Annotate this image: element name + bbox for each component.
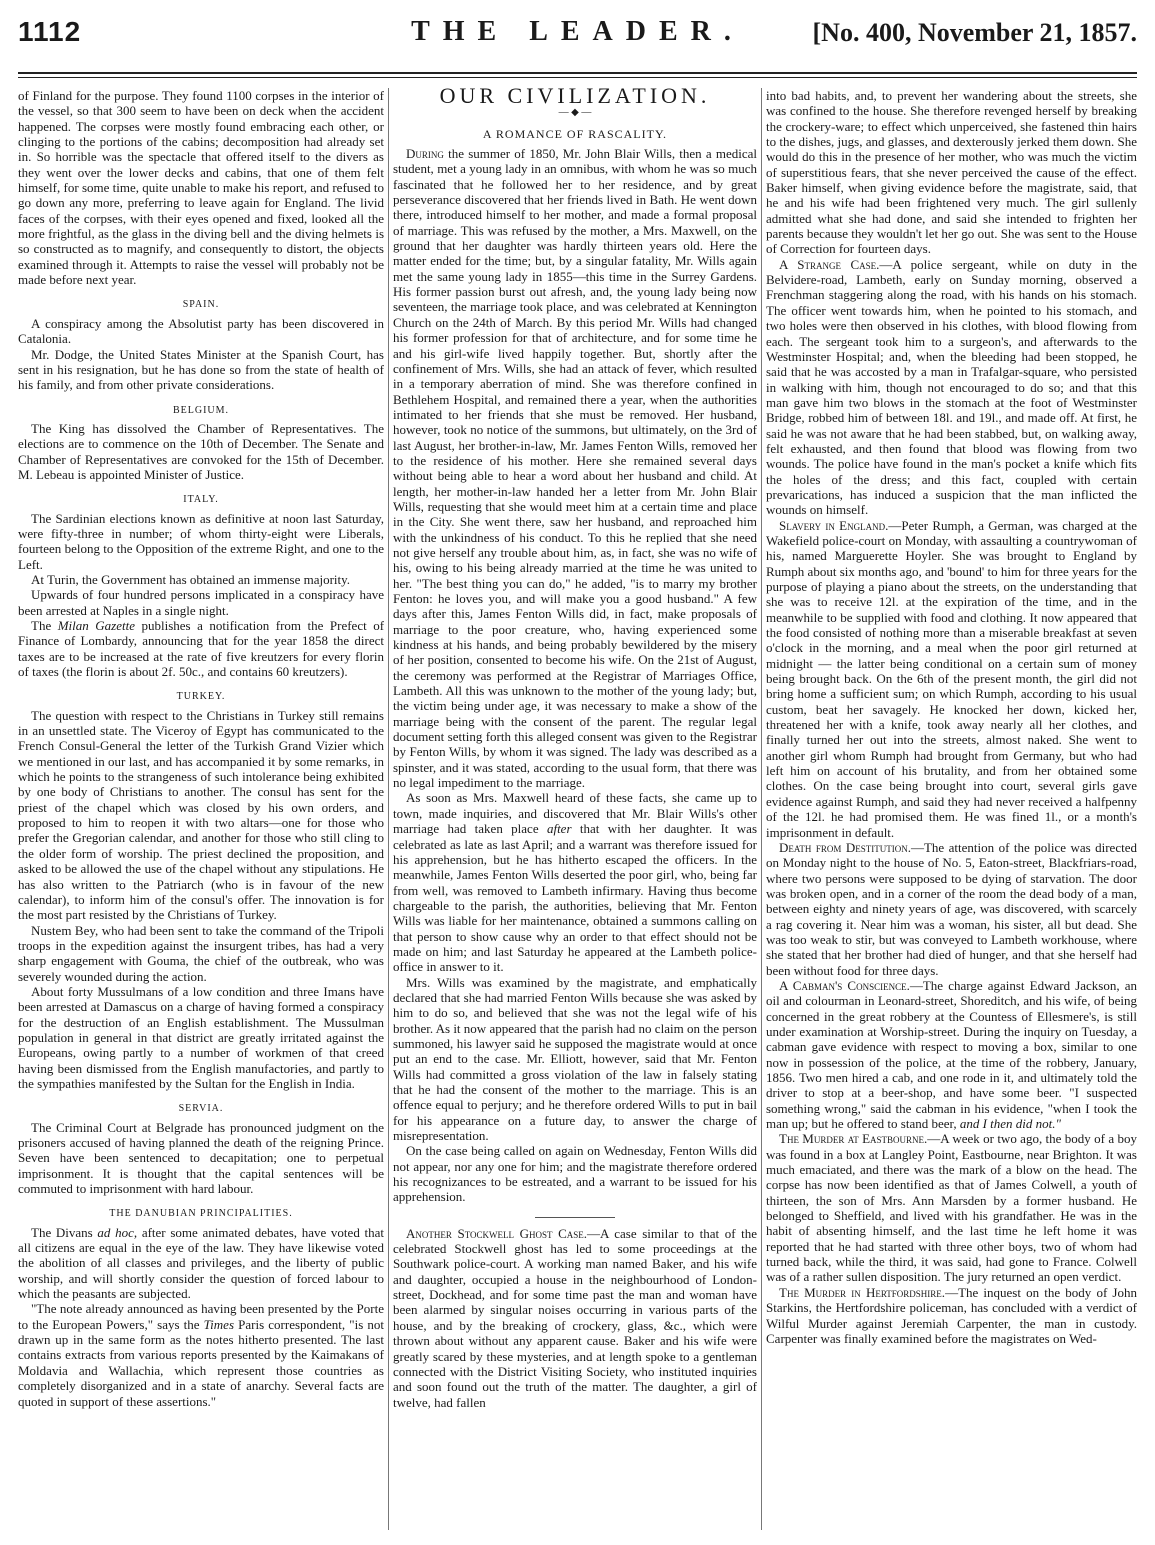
issue-info: [No. 400, November 21, 1857.: [812, 18, 1137, 47]
text-run: —A week or two ago, the body of a boy was found in a box at Langley Point, Eastbourne, near Brighton. It was much emaciated, and there was the mark of a blow on the head. The corpse has now been identified as that of James Colwell, a youth of thirteen, the son of Mrs. Ann Marsden by a former husband. He belonged to Sheffield, and lived with his grandfather. He was in the habit of absenting himself, and the last time he left home it was reported that he had started with three other boys, two of whom had turned back, while the third, it was said, had gone to France. Colwell was of a rather sullen disposition. The jury returned an open verdict.: [766, 1131, 1137, 1285]
section-heading-danubian: THE DANUBIAN PRINCIPALITIES.: [109, 1208, 293, 1220]
paragraph: [766, 257, 1137, 518]
text-run: —The attention of the police was directed on Monday night to the house of No. 5, Eaton-street, Blackfriars-road, where two persons were supposed to be dying of starvation. The door was broken open, and in a corner of the room the dead body of a man, between eighty and ninety years of age, was discovered, with scarcely a rag covering it. Near him was a woman, his sister, all but dead. She was too weak to stir, but was conveyed to Lambeth workhouse, where she stated that her brother had died of hunger, and that she herself had been without food for three days.: [766, 839, 1137, 978]
paragraph: [18, 618, 384, 679]
column-divider: [761, 88, 762, 1530]
text-run: publishes a notification from the Prefect of Finance of Lombardy, announcing that for the year 1858 the direct taxes are to be increased at the rate of five kreutzers for every florin of taxes (the florin is about 2f. 50c., and contains 60 kreutzers).: [18, 618, 384, 680]
text-run: —The inquest on the body of John Starkins, the Hertfordshire policeman, has concluded with a verdict of Wilful Murder against Jeremiah Carpenter, the man in custody. Carpenter was finally examined before the magistrates on Wed-: [766, 1284, 1137, 1346]
paragraph: The Sardinian elections known as definitive at noon last Saturday, were fifty-three in number; of whom thirty-eight were Liberals, fourteen belong to the Opposition of the extreme Right, and one to the Left.: [18, 510, 384, 572]
column-1: [18, 88, 384, 1530]
item-heading: Slavery in England.: [779, 517, 889, 533]
section-heading-italy: ITALY.: [183, 494, 219, 506]
item-heading: A Strange Case.: [779, 256, 880, 272]
paragraph: of Finland for the purpose. They found 1100 corpses in the interior of the vessel, so that 300 seem to have been on deck when the accident happened. The corpses were mostly found embracing each other, or clinging to the portions of the cabins; decomposition had already set in. So horrible was the spectacle that offered itself to the divers as they went over the lower decks and cabins, that one of them felt himself, for some time, quite unable to make his report, and refused to go down any more, preferring to leave again for England. The livid faces of the corpses, with their eyes opened and fixed, looked all the more frightful, as the glass in the diving bell and the diving helmets is so constructed as to magnify, and consequently to distort, the objects examined through it. Attempts to raise the vessel will probably not be made before next year.: [18, 88, 384, 288]
page-number: 1112: [18, 16, 82, 47]
lead-word: During: [406, 146, 444, 162]
paragraph: [766, 978, 1137, 1131]
text-run: "The note already announced as having been presented by the Porte to the European Powers," says the: [18, 1301, 384, 1332]
paragraph: Upwards of four hundred persons implicated in a conspiracy have been arrested at Naples in a single night.: [18, 587, 384, 618]
item-heading: The Murder in Hertfordshire.: [779, 1284, 946, 1300]
paragraph: [393, 146, 757, 790]
paragraph: The King has dissolved the Chamber of Representatives. The elections are to commence on the 10th of December. The Senate and Chamber of Representatives are convoked for the 15th of December. M. Lebeau is appointed Minister of Justice.: [18, 420, 384, 482]
text-run: The Divans: [31, 1224, 93, 1240]
text-run: after some animated debates, have voted that all citizens are equal in the eye of the law. They have likewise voted the abolition of all classes and privileges, and the liberty of public worship, and will shortly consider the question of forced labour to which the peasants are subjected.: [18, 1224, 384, 1302]
paragraph: [766, 1131, 1137, 1284]
text-run: As soon as Mrs. Maxwell heard of these facts, she came up to town, made inquiries, and discovered that Mr. Blair Wills's other marriage had taken place: [393, 790, 757, 837]
item-heading: Another Stockwell Ghost Case.: [406, 1225, 588, 1241]
text-run: The: [31, 618, 52, 633]
paragraph: [766, 840, 1137, 978]
text-run: Paris correspondent, "is not drawn up in the same form as the notes hitherto presented. The last contains extracts from various reports presented by the Kaimakans of Moldavia and Wallachia, which represent those countries as completely disorganized and in a state of anarchy. Several facts are quoted in support of these assertions.": [18, 1316, 384, 1409]
text-run: —Peter Rumph, a German, was charged at the Wakefield police-court on Monday, with assaulting a countrywoman of his, named Marguerette Hoyler. She was brought to England by Rumph about six months ago, and 'bound' to him for three years for the purpose of playing a piano about the streets, on the understanding that she was to receive 12l. at the expiration of the time, and in the meanwhile to be supplied with food and clothing. It now appeared that the food consisted of nothing more than a miserable breakfast at seven o'clock in the morning, and a meal when the poor girl returned at midnight — the latter being conditional on a certain sum of money being brought back. On the 6th of the present month, the girl did not bring home a sufficient sum; on which Rumph, according to his usual custom, beat her savagely. He knocked her down, kicked her, threatened her with a knife, took away nearly all her clothes, and finally turned her out into the streets, almost naked. She went to another girl whom Rumph had brought from Germany, but who had left him on account of his brutality, and from her obtained some clothes. On the case being brought into court, several girls gave evidence against Rumph, and said they had never received a halfpenny of the 12l. he had promised them. He was fined 1l., or a month's imprisonment in default.: [766, 517, 1137, 840]
paragraph: Mr. Dodge, the United States Minister at the Spanish Court, has sent in his resignation, but he has done so from the state of health of his family, and from other private considerations.: [18, 346, 384, 393]
section-heading-turkey: TURKEY.: [176, 691, 226, 703]
italic-text: and I then did not.": [959, 1116, 1061, 1132]
article-subheading: A ROMANCE OF RASCALITY.: [482, 126, 668, 141]
text-run: —The charge against Edward Jackson, an oil and colourman in Leonard-street, Shoreditch, and his wife, of being concerned in the great robbery at the Countess of Ellesmere's, is still under examination at Worship-street. During the inquiry on Tuesday, a cabman gave evidence with respect to moving a box, similar to one now in possession of the police, at the time of the robbery, January, 1856. Two men hired a cab, and one rode in it, and ultimately told the driver to stop at a beer-shop, and have some beer. "I suspected something wrong," said the cabman in his evidence, "when I took the man up; but he offered to stand beer,: [766, 977, 1137, 1132]
paragraph: About forty Mussulmans of a low condition and three Imans have been arrested at Damascus on a charge of having formed a conspiracy for the destruction of an English establishment. The Mussulman population in general in that district are greatly irritated against the Europeans, owing partly to a number of workmen of that creed having been dismissed from the English manufactories, and partly to the sympathies manifested by the Sultan for the English in India.: [18, 983, 384, 1091]
italic-text: Times: [203, 1316, 235, 1332]
column-divider: [388, 88, 389, 1530]
text-run: —A case similar to that of the celebrated Stockwell ghost has led to some proceedings at the Southwark police-court. A working man named Baker, and his wife and daughter, occupied a house in the neighbourhood of London-street, Dockhead, and for some time past the man and woman have been alarmed by singular noises occurring in various parts of the house, and by the breaking of crockery, glass, &c., which were thrown about without any apparent cause. Baker and his wife were greatly scared by these mysteries, and at length spoke to a gentleman connected with the District Visiting Society, who instituted inquiries and soon found out the truth of the matter. The daughter, a girl of twelve, had fallen: [393, 1225, 757, 1410]
text-run: that with her daughter. It was celebrated as late as last April; and a warrant was therefore issued for his apprehension, but he has hitherto escaped the officers. In the meanwhile, James Fenton Wills deserted the poor girl, who, being far from well, was removed to Lambeth infirmary. Having thus become chargeable to the parish, the authorities, believing that Mr. Fenton Wills was liable for her maintenance, obtained a summons calling on that person to show cause why an order to that effect should not be made on him; and last Saturday he appeared at the Lambeth police-office in answer to it.: [393, 821, 757, 975]
paragraph: Nustem Bey, who had been sent to take the command of the Tripoli troops in the expedition against the insurgent tribes, has had a very sharp engagement with Gouma, the chief of the outbreak, who was severely wounded during the action.: [18, 922, 384, 984]
masthead: [18, 14, 1137, 58]
paragraph: [393, 790, 757, 974]
paragraph: [766, 1285, 1137, 1346]
article-heading: OUR CIVILIZATION.: [439, 88, 711, 108]
italic-text: after: [546, 821, 572, 837]
section-heading-belgium: BELGIUM.: [172, 404, 230, 416]
paragraph: into bad habits, and, to prevent her wandering about the streets, she was confined to the house. She therefore revenged herself by breaking the crockery-ware; to effect which unperceived, she fastened thin hairs to the dishes, jugs, and glasses, and dexterously jerked them down. She would do this in the presence of her mother, who was much the victim of superstitious fears, that she never perceived the cause of the effect. Baker himself, when giving evidence before the magistrate, said, that he and his wife had been frightened very much. The girl sullenly admitted what she had done, and said she intended to frighten her parents because they wouldn't let her go out. She was sent to the House of Correction for fourteen days.: [766, 88, 1137, 257]
column-3: [766, 88, 1137, 1530]
italic-text: Milan Gazette: [57, 618, 135, 633]
paragraph: Mrs. Wills was examined by the magistrate, and emphatically declared that she had married Fenton Wills because she was asked by him to do so, and believed that she was not the legal wife of his brother. As it now appeared that the parish had no claim on the person summoned, his lawyer said he supposed the magistrate would at once put an end to the case. Mr. Elliott, however, said that Mr. Fenton Wills had committed a gross violation of the law in falsely stating that he had the consent of the mother to the marriage. This is an offence equal to perjury; and he therefore ordered Wills to put in bail for his appearance on a future day, to answer the charge of misrepresentation.: [393, 974, 757, 1144]
item-heading: A Cabman's Conscience.: [779, 977, 910, 993]
publication-title: THE LEADER.: [411, 16, 744, 47]
section-rule: [535, 1217, 615, 1218]
paragraph: A conspiracy among the Absolutist party has been discovered in Catalonia.: [18, 315, 384, 347]
paragraph: The question with respect to the Christians in Turkey still remains in an unsettled state. The Viceroy of Egypt has communicated to the French Consul-General the letter of the Turkish Grand Vizier which we mentioned in our last, and has accompanied it by some remarks, in which he points to the strangeness of such intolerance being exhibited by one body of Christians to another. The consul has sent for the priest of the chapel which was closed by his own orders, and proposed to him to reopen it with two altars—one for those who prefer the Gregorian calendar, and another for those who still cling to the older form of worship. The priest declined the proposition, and asked to be allowed the use of the chapel without any stipulations. He has also written to the Patriarch (who is in favour of the new calendar), to inform him of the consul's offer. The innovation is for the most part resisted by the Christians of Turkey.: [18, 707, 384, 923]
paragraph: [18, 1301, 384, 1408]
paragraph: On the case being called on again on Wednesday, Fenton Wills did not appear, nor any one for him; and the magistrate therefore ordered his recognizances to be estreated, and a warrant to be issued for his apprehension.: [393, 1143, 757, 1205]
paragraph: [766, 518, 1137, 840]
column-2: [393, 88, 757, 1530]
paragraph: [393, 1226, 757, 1410]
paragraph: At Turin, the Government has obtained an immense majority.: [31, 571, 351, 587]
ornament-divider: — ◆ —: [558, 107, 592, 119]
paragraph: The Criminal Court at Belgrade has pronounced judgment on the prisoners accused of having planned the death of the reigning Prince. Seven have been sentenced to decapitation; one to perpetual imprisonment. It is thought that the capital sentences will be commuted to imprisonment with hard labour.: [18, 1119, 384, 1197]
masthead-rule: [18, 72, 1137, 78]
section-heading-spain: SPAIN.: [182, 299, 220, 311]
text-run: the summer of 1850, Mr. John Blair Wills, then a medical student, met a young lady in an omnibus, with whom he was so much fascinated that he followed her to her residence, and by great perseverance discovered that her friends lived in Bath. He went down there, introduced himself to her mother, and made a formal proposal of marriage. This was refused by the mother, a Mrs. Maxwell, on the ground that her daughter was hardly thirteen years old. Here the matter ended for the time; but, by a singular fatality, Mr. Wills again met the same young lady in 1855—this time in the Surrey Gardens. His former passion burst out afresh, and, the young lady being now seventeen, the marriage took place, and was celebrated at Kennington Church on the 24th of March. By this period Mr. Wills had changed his former profession for that of architecture, and for some time he and his girl-wife lived happily together. But, shortly after the confinement of Mrs. Wills, she had an attack of fever, which resulted in a temporary aberration of mind. She was therefore confined in Bethlehem Hospital, and remained there a year, when the authorities intimated to her friends that she must be removed. Her husband, however, took no notice of the summons, but ultimately, on the 3rd of last August, her brother-in-law, Mr. James Fenton Wills, removed her to the residence of his mother. Here she remained several days without being able to hear a word about her husband and child. At length, her mother-in-law handed her a letter from Mr. John Blair Wills, requesting that she would meet him at a certain time and place in the City. She went there, saw her husband, and reproached him with the unkindness of his conduct. To this he replied that she need not give herself any trouble about him, as, in fact, she was no wife of his, owing to his being already married at the time he was united to her. "The best thing you can do," he added, "is to marry my brother Fenton: he loves you, and will make you a good husband." A few days after this, James Fenton Wills did, in fact, make proposals of marriage to the poor creature, who, having experienced some kindness at his hands, and being probably bewildered by the misery of her position, consented to become his wife. On the 21st of August, the ceremony was performed at the Registrar of Marriages Office, Lambeth. All this was unknown to the mother of the young lady; but, the victim being under age, it was necessary to make a show of the marriage being with the consent of the parent. The regular legal document setting forth this alleged consent was given to the Registrar by Fenton Wills, by whom it was signed. The lady was described as a spinster, and it was stated, according to the usual form, that there was no legal impediment to the marriage.: [393, 146, 757, 791]
item-heading: The Murder at Eastbourne.: [779, 1131, 928, 1147]
item-heading: Death from Destitution.: [779, 839, 911, 855]
paragraph: [18, 1225, 384, 1302]
text-run: —A police sergeant, while on duty in the Belvidere-road, Lambeth, early on Sunday morning, observed a Frenchman staggering along the road, with his hands on his stomach. The officer went towards him, when he pointed to his stomach, and two holes were then observed in his clothes, with blood flowing from each. The sergeant took him to a surgeon's, and afterwards to the Westminster Hospital; and, when the bleeding had been stopped, he said that he was accosted by a man in Trafalgar-square, who persisted in walking with him, though not encouraged to do so; and that this man gave him two blows in the stomach at the foot of Westminster Bridge, robbed him of between 18l. and 19l., and made off. At first, he said he was not aware that he had been stabbed, but, on walking away, felt exhausted, and then found that blood was flowing from two wounds. The police have found in the man's pocket a knife which fits the holes of the dress; and this fact, coupled with certain prevarications, has induced a suspicion that the man inflicted the wounds on himself.: [766, 256, 1137, 518]
italic-text: ad hoc,: [97, 1224, 138, 1240]
section-heading-servia: SERVIA.: [178, 1103, 224, 1115]
